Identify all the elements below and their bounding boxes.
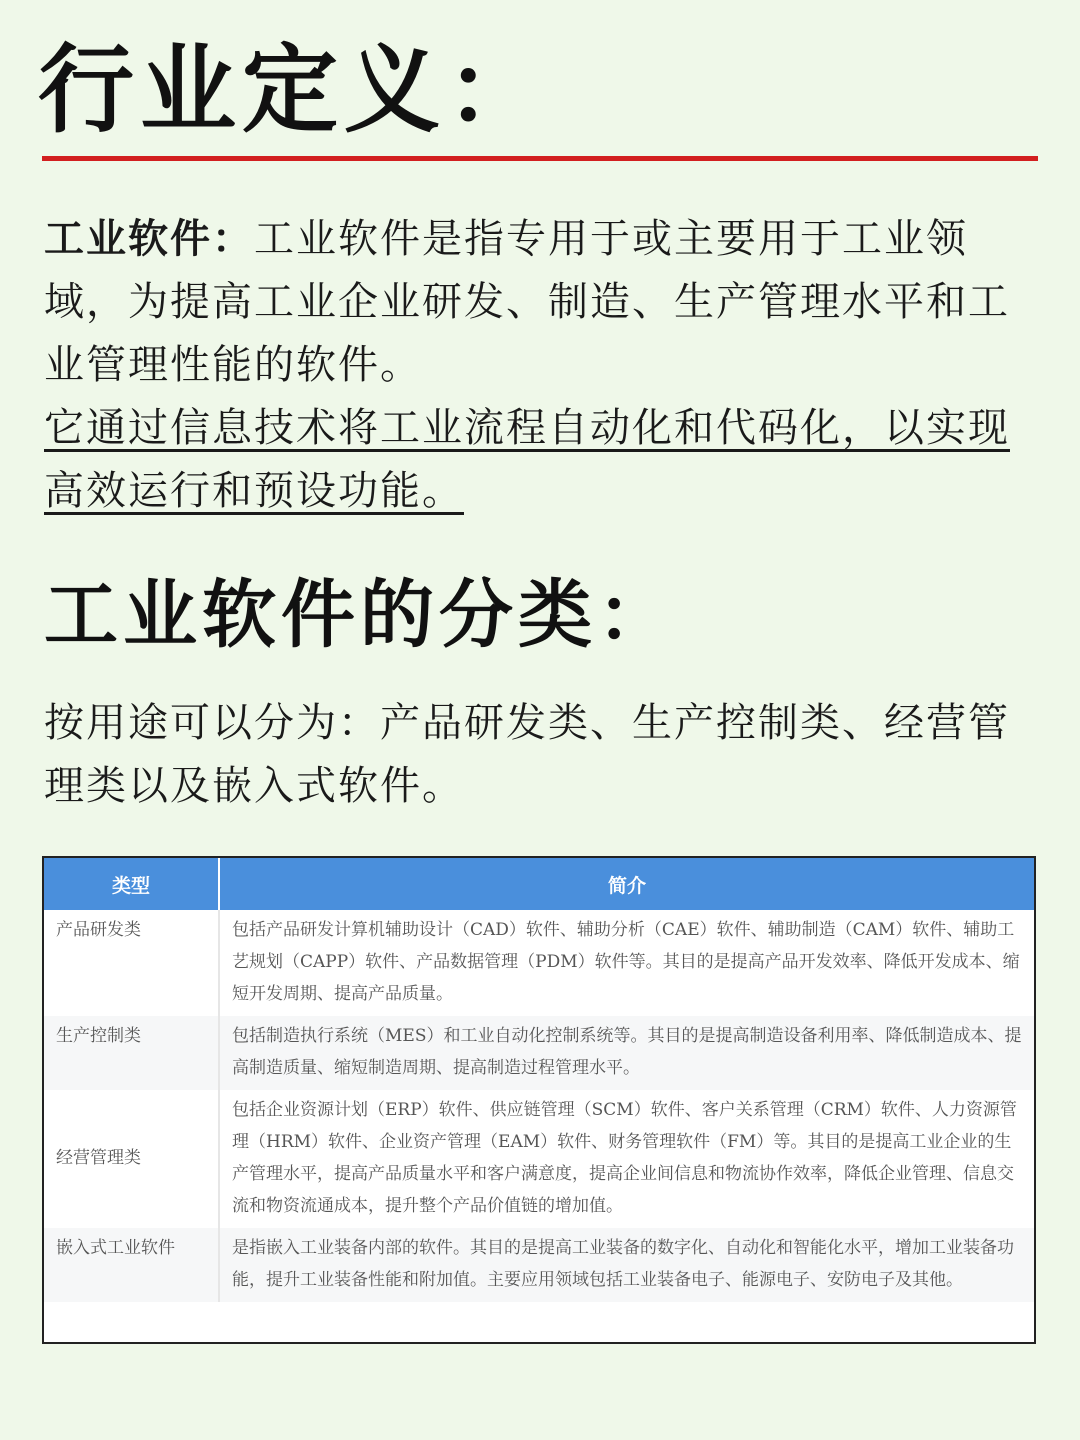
red-divider [42, 156, 1038, 161]
row-description: 包括制造执行系统（MES）和工业自动化控制系统等。其目的是提高制造设备利用率、降低制造成本、提高制造质量、缩短制造周期、提高制造过程管理水平。 [219, 1016, 1034, 1090]
row-type: 产品研发类 [44, 910, 219, 1016]
classification-paragraph: 按用途可以分为：产品研发类、生产控制类、经营管理类以及嵌入式软件。 [44, 700, 1010, 809]
header-type: 类型 [44, 858, 219, 910]
definition-text: 工业软件是指专用于或主要用于工业领域，为提高工业企业研发、制造、生产管理水平和工业管理性能的软件。 [44, 216, 1010, 388]
classification-heading: 工业软件的分类： [44, 572, 676, 658]
definition-underlined-text: 它通过信息技术将工业流程自动化和代码化，以实现高效运行和预设功能。 [44, 405, 1010, 514]
table-row [44, 1228, 1034, 1302]
definition-paragraph [44, 208, 1034, 523]
table-header-row [44, 858, 1034, 910]
classification-table [42, 856, 1036, 1344]
row-type: 经营管理类 [44, 1090, 219, 1228]
definition-term: 工业软件： [44, 216, 254, 262]
table-row [44, 1090, 1034, 1228]
table-row [44, 1016, 1034, 1090]
row-type: 嵌入式工业软件 [44, 1228, 219, 1302]
row-description: 是指嵌入工业装备内部的软件。其目的是提高工业装备的数字化、自动化和智能化水平，增加工业装备功能，提升工业装备性能和附加值。主要应用领域包括工业装备电子、能源电子、安防电子及其他。 [219, 1228, 1034, 1302]
table-row [44, 910, 1034, 1016]
row-description: 包括企业资源计划（ERP）软件、供应链管理（SCM）软件、客户关系管理（CRM）软件、人力资源管理（HRM）软件、企业资产管理（EAM）软件、财务管理软件（FM）等。其目的是提高工业企业的生产管理水平，提高产品质量水平和客户满意度，提高企业间信息和物流协作效率，降低企业管理、信息交流和物资流通成本，提升整个产品价值链的增加值。 [232, 1100, 1017, 1216]
page-title: 行业定义： [38, 34, 548, 146]
row-description: 包括产品研发计算机辅助设计（CAD）软件、辅助分析（CAE）软件、辅助制造（CAM）软件、辅助工艺规划（CAPP）软件、产品数据管理（PDM）软件等。其目的是提高产品开发效率、降低开发成本、缩短开发周期、提高产品质量。 [232, 920, 1020, 1004]
header-description: 简介 [219, 858, 1034, 910]
row-type: 生产控制类 [44, 1016, 219, 1090]
